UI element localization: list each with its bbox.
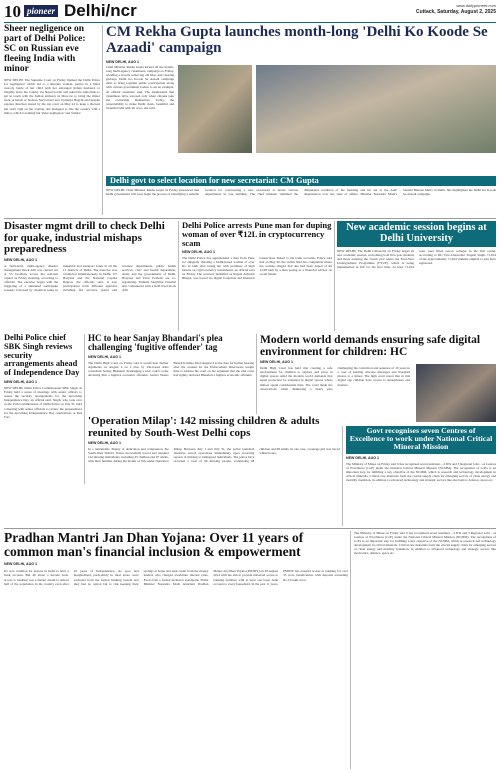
coe-banner: [346, 426, 496, 454]
campaign-photo: [256, 65, 496, 153]
story-body: NEW DELHI: The Delhi University on Friday began its new academic session, welcoming both first-year students and those entering the fourth year under the Four-Year Undergraduate Programme (FYUP), which is being implemented in full for the first time. At least 71,624 seats were filled across colleges in the first round. According to DU Vice-Chancellor Yogesh Singh, 71,814 of the approximately 71,624 students eligible to join have registered.: [337, 249, 496, 270]
story-body: NEW DELHI: Delhi Police Commissioner SBK Singh on Friday held a series of meetings with senior officers to assess the security arrangements for the upcoming Independence Day, an official said. Singh, who took over as the 25th Commissioner of Delhi Police on July 31, held a meeting with senior officials to review the preparedness for the upcoming Independence Day celebrations at Red Fort.: [4, 386, 82, 419]
story-body: NEW DELHI: Chief Minister Rekha Gupta on Friday announced that Delhi government will soon begin the process of identifying a suitable location for constructing a new secretariat to house various departments in one building. The chief minister slammed the dilapidated condition of the building and hit out at the AAP dispensation over the state of affairs. Minister Narendra Modi's Sansthi Bhavan Metro in Delhi. She highlighted the Delhi Ko Koode Se Azaadi campaign.: [106, 188, 496, 197]
story-body: Chief Minister Rekha Gupta kicked off the month-long multi-agency cleanliness campaign on Friday, wielding a broom, removing old files, and clearing garbage. Delhi Ko Koode Se Azaadi campaign aims to bring together public participation along with various government bodies to set an example, an official statement said. The emphasised that cleanliness drive succeed only when citizens take the ownership themselves. Today, the responsibility to make Delhi clean, beautiful and beautiful falls with all of us, she said.: [106, 65, 174, 110]
divider: [84, 334, 85, 484]
story-body: The Ministry of Mines on Friday said it has recognised seven institutes - 4 IITs and 3 Regional Labs - as Centres of Excellence (CoE) under the National Critical Mineral Mission (NCMM). The recognition of CoEs is an important step for fulfilling a key objective of the NCMM, which is research and technology development in critical minerals. Critical raw materials form the crucial supply chain for emerging sectors of clean energy and mobility transition, in addition to advanced technology and strategic sectors like electronics, defence, space etc.: [354, 531, 496, 556]
story-headline: HC to hear Sanjay Bhandari's plea challenging 'fugitive offender' tag: [88, 333, 223, 353]
story-body: Delhi High Court has held that creating a safe environment for children to explore and grow in digital spaces amid the modern world demands that equal protection be extended in digital spaces where minors spend considerable time. The court made the observations while dismissing a man's plea challenging his conviction and sentence of 10 years in a case of sending obscene messages and morphed photos to a minor. The high court noted that in this digital age children have access to smartphones and internet.: [260, 366, 410, 391]
divider: [178, 221, 179, 331]
divider: [350, 531, 351, 769]
story-headline: Sheer negligence on part of Delhi Police: SC on Russian eve fleeing India with minor: [4, 24, 86, 74]
horizontal-rule: [4, 218, 496, 219]
story-secretariat: [106, 188, 496, 216]
story-operation-milap: [88, 416, 340, 526]
child-phone-photo: [416, 364, 496, 422]
story-coe: [346, 456, 496, 526]
page-number: 10: [4, 2, 21, 21]
story-byline: NEW DELHI, AUG 1: [260, 360, 294, 365]
story-cm-campaign: [106, 25, 496, 175]
story-sc-russian: [4, 25, 100, 215]
story-byline: NEW DELHI, AUG 1: [106, 59, 140, 64]
story-du-session: [337, 249, 496, 331]
horizontal-rule: [4, 528, 496, 529]
story-body: In a remarkable display of dedication and compassion, the South-West District Police successfully traced and reunited 142 missing individuals, including 45 children and 97 adults, with their families during the month of July under Operation Milap. Between July 1 and July 31, the police launched intensive search operations immediately upon receiving reports of missing or kidnapped individuals. The police have recorded a total of 96 missing people, comprising 28 children and 68 adults. In one case, a teenage girl was traced within hours.: [88, 447, 340, 464]
story-police-pune: [182, 221, 332, 331]
story-body: The Delhi High Court on Friday said it would hear further arguments on August 4 on a plea by UK-based arms consultant Sanjay Bhandari challenging a trial court's order declaring him a fugitive economic offender. Justice Neena Bansal Krishna fixed August 4 as the date for further hearing after the counsel for the Enforcement Directorate sought time to address the court on the argument that the trial court had rightly declared Bhandari a fugitive economic offender.: [88, 360, 254, 378]
story-body: The Delhi Police has apprehended a man from Pune for allegedly cheating a Delhi-based woman of over Rs 12 lakh after luring her with promises of high returns on cryptocurrency investments, an official said on Friday. The accused, identified as Rajesh Ashwini Bhagat, was traced via digital footprints and financial transactions linked to his bank accounts. Police said that on May 20, the victim filed two complaints where the woman alleged that she had been duped of Rs 12.98 lakh by a man posing as a financial advisor on social media.: [182, 255, 332, 281]
story-byline: NEW DELHI, AUG 1: [182, 249, 216, 254]
story-byline: NEW DELHI, AUG 1: [88, 354, 122, 359]
section-title: Delhi/ncr: [64, 1, 137, 20]
story-disaster-drill: [4, 221, 176, 331]
divider: [334, 221, 335, 331]
story-byline: NEW DELHI, AUG 1: [4, 562, 38, 567]
story-coe-continued: [354, 531, 496, 769]
story-headline: Disaster mgmt drill to check Delhi for quake, industrial mishaps preparedness: [4, 220, 165, 256]
divider: [102, 25, 103, 215]
story-headline: Delhi Police chief SBK Singh reviews security arrangements ahead of Independence Day: [4, 333, 80, 378]
story-headline: 'Operation Milap': 142 missing children & adults reunited by South-West Delhi cops: [88, 415, 320, 439]
story-body: The Ministry of Mines on Friday said it has recognised seven institutes - 4 IITs and 3 Regional Labs - as Centres of Excellence (CoE) under the National Critical Mineral Mission (NCMM). The recognition of CoEs is an important step for fulfilling a key objective of the NCMM, which is research and technology development in critical minerals. Critical raw materials form the crucial supply chain for emerging sectors of clean energy and mobility transition, in addition to advanced technology and strategic sectors like electronics, defence, space etc.: [346, 462, 496, 483]
story-headline: Pradhan Mantri Jan Dhan Yojana: Over 11 years of common man's financial inclusion & empowerment: [4, 530, 304, 560]
masthead-rule: [4, 22, 496, 23]
banner-headline: Govt recognises seven Centres of Excellence to work under National Critical Mineral Mission: [349, 426, 493, 452]
secretariat-banner: [106, 176, 496, 186]
story-byline: NEW DELHI, AUG 1: [88, 441, 122, 446]
pioneer-logo: pioneer: [24, 5, 58, 17]
story-pmjdy: [4, 531, 348, 769]
banner-headline: New academic session begins at Delhi University: [346, 222, 487, 245]
story-hc-bhandari: [88, 334, 254, 414]
website[interactable]: www.dailypioneer.com: [456, 3, 496, 8]
story-headline: Modern world demands ensuring safe digital environment for children: HC: [260, 334, 481, 359]
dateline: Cuttack, Saturday, August 2, 2025: [415, 9, 496, 15]
du-banner: [337, 221, 496, 247]
story-byline: NEW DELHI, AUG 1: [4, 257, 38, 262]
story-police-chief: [4, 334, 82, 484]
story-headline: CM Rekha Gupta launches month-long 'Delhi Ko Koode Se Azaadi' campaign: [106, 24, 488, 56]
divider: [256, 334, 257, 414]
divider: [342, 426, 343, 526]
cm-photo: [178, 65, 252, 153]
banner-headline: Delhi govt to select location for new secretariat: CM Gupta: [110, 176, 319, 185]
story-body: It's now common for anyone in India to have a bank account. But 40 about a decade back, access to banking was a distant dream to almost half of the population in the country even after 65 years of Independence. As poor and marginalised, particularly in rural areas, were excluded from the formal banking system and they had no option but to risk keeping their savings at home and seek credit from the money lenders who charged exorbitant interest rates. Even from a formal inclusion standpoint, Prime Minister Narendra Modi launched Pradhan Mantri Jan Dhan Yojana (PMJDY) on 28 August 2014 with the aim to provide universal access to banking facilities with at least one basic bank account to every household. In the past 11 years, PMJDY has ensured access to banking for over 55 crore beneficiaries, with deposits exceeding Rs 2.6 lakh crore.: [4, 569, 348, 586]
story-digital-safety: [260, 334, 496, 424]
story-headline: Delhi Police arrests Pune man for duping woman of over ₹12L in cryptocurrency scam: [182, 220, 332, 248]
story-body: A field-level, multi-agency disaster management mock drill was carried out at 55 locations across the national capital on Friday morning, according to officials. The exercise began with the triggering of a simulated earthquake scenario followed by chemical leaks in industrial and transport zones in all the 11 districts of Delhi. The exercise was conducted simultaneously in Delhi, UT Haryana and the National Capital Region, the officials said. It saw participation from different agencies including fire services, police and revenue departments, public health services, civic and health department, Army and the governments of Delhi, Haryana and Uttar Pradesh are co-organizing. Yamuna Sanjivika Chaubal also volunteered with a field level mock drill.: [4, 263, 176, 293]
story-body: NEW DELHI: The Supreme Court on Friday blamed the Delhi Police for 'negligence' which led to a Russian woman, patriot in a bitter custody battle of her child with her estranged Indian husband, to illegally leave the country via Nepal border and asked the authorities to get in touch with the Indian embassy in Moscow to bring the minor back. A bench of Justices Surya Kant and Joymalya Bagchi said despite express direction issued by the top court on May 22 to keep a discreet but strict vigil on the woman, she managed to flee the country with a minor, which is nothing but 'sheer negligence' and 'failure'.: [4, 77, 100, 115]
story-byline: NEW DELHI, AUG 1: [346, 456, 380, 460]
story-byline: NEW DELHI, AUG 1: [4, 380, 38, 385]
